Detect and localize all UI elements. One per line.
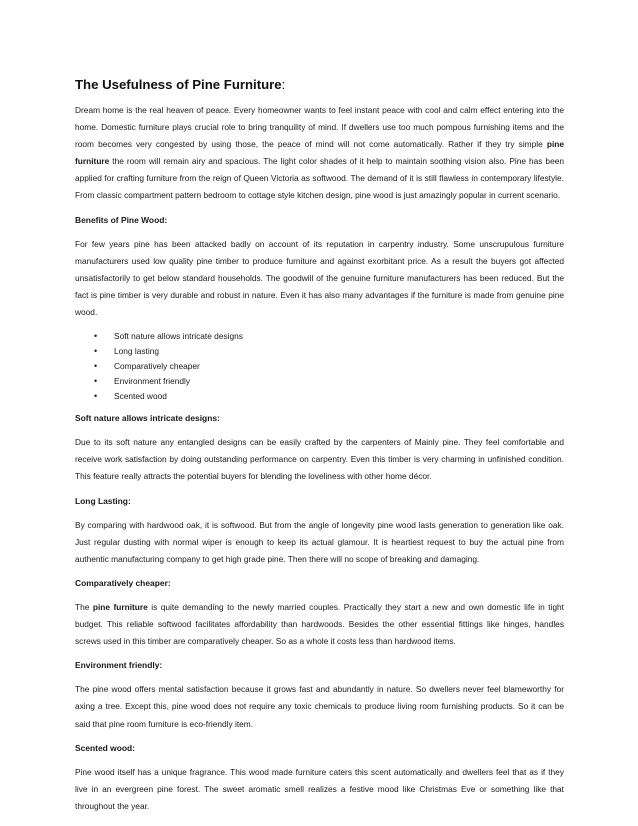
title-colon: : xyxy=(281,77,286,92)
env-paragraph: The pine wood offers mental satisfaction because it grows fast and abundantly in nature. So dwellers never feel blameworthy for axing a tree. Except this, pine wood does not require any toxic chemicals to produce living room furnishing products. So it can be said that pine room furniture is eco-friendly item. xyxy=(75,684,564,729)
document-title xyxy=(75,77,564,92)
bullet-text: Comparatively cheaper xyxy=(114,361,200,372)
cheap-text-1: The xyxy=(75,601,93,612)
bullet-text: Long lasting xyxy=(114,346,159,357)
cheap-paragraph xyxy=(75,599,564,650)
cheap-text-2: is quite demanding to the newly married couples. Practically they start a new and own domestic life in tight budget. This reliable softwood facilitates affordability than hardwoods. Besides the other essential fittings like hinges, handles screws used in this timber are comparatively cheaper. So as a whole it costs less than hardwood items. xyxy=(75,601,564,647)
bullet-dot-icon: • xyxy=(94,331,98,342)
bullet-text: Environment friendly xyxy=(114,376,191,387)
soft-paragraph: Due to its soft nature any entangled designs can be easily crafted by the carpenters of Mainly pine. They feel comfortable and receive work satisfaction by doing outstanding performance on carpentry. Even this timber is very charming in unfinished condition. This feature really attracts the potential buyers for blending the loveliness with other home décor. xyxy=(75,437,564,482)
bullet-text: Soft nature allows intricate designs xyxy=(114,331,243,342)
long-paragraph: By comparing with hardwood oak, it is softwood. But from the angle of longevity pine wood lasts generation to generation like oak. Just regular dusting with normal wiper is enough to keep its actual glamour. It is heartiest request to buy the actual pine from authentic manufacturing company to get high grade pine. Then there will no scope of breaking and damaging. xyxy=(75,519,564,564)
bullet-item xyxy=(94,329,564,344)
bullet-item xyxy=(94,374,564,389)
intro-text-1: Dream home is the real heaven of peace. Every homeowner wants to feel instant peace with cool and calm effect entering into the home. Domestic furniture plays crucial role to bring tranquility of mind. If dwellers use too much pompous furnishing items and the room becomes very congested by using those, the peace of mind will not come automatically. Rather if they try simple xyxy=(75,105,564,150)
intro-bold-term: pine furniture xyxy=(75,139,564,167)
bullet-item xyxy=(94,359,564,374)
bullet-dot-icon: • xyxy=(94,391,98,402)
bullet-dot-icon: • xyxy=(94,346,98,357)
bullet-item xyxy=(94,344,564,359)
bullet-item xyxy=(94,389,564,404)
long-heading: Long Lasting: xyxy=(75,495,131,506)
cheap-heading: Comparatively cheaper: xyxy=(75,577,171,588)
benefits-bullet-list xyxy=(75,329,564,404)
title-text: The Usefulness of Pine Furniture xyxy=(75,77,282,92)
intro-paragraph xyxy=(75,102,564,205)
env-heading: Environment friendly: xyxy=(75,660,163,671)
benefits-heading: Benefits of Pine Wood: xyxy=(75,214,168,225)
scent-paragraph: Pine wood itself has a unique fragrance. This wood made furniture caters this scent automatically and dwellers feel that as if they live in an evergreen pine forest. The sweet aromatic smell realizes a festive mood like Christmas Eve or something like that throughout the year. xyxy=(75,766,564,811)
intro-text-2: the room will remain airy and spacious. The light color shades of it help to maintain soothing vision also. Pine has been applied for crafting furniture from the reign of Queen Victoria as softwood. The demand of it is still flawless in contemporary lifestyle. From classic compartment pattern bedroom to cottage style kitchen design, pine wood is just amazingly popular in current scenario. xyxy=(75,156,564,201)
bullet-dot-icon: • xyxy=(94,361,98,372)
bullet-text: Scented wood xyxy=(114,391,167,402)
scent-heading: Scented wood: xyxy=(75,742,136,753)
cheap-bold-term: pine furniture xyxy=(92,601,148,612)
bullet-dot-icon: • xyxy=(94,376,98,387)
soft-heading: Soft nature allows intricate designs: xyxy=(75,413,220,424)
benefits-paragraph: For few years pine has been attacked badly on account of its reputation in carpentry industry. Some unscrupulous furniture manufacturers used low quality pine timber to produce furniture and against exorbitant price. As a result the buyers got affected unsatisfactorily to get below standard households. The goodwill of the genuine furniture manufacturers has been reduced. But the fact is pine timber is very durable and robust in nature. Even it has also many advantages if the furniture is made from genuine pine wood. xyxy=(75,238,564,318)
